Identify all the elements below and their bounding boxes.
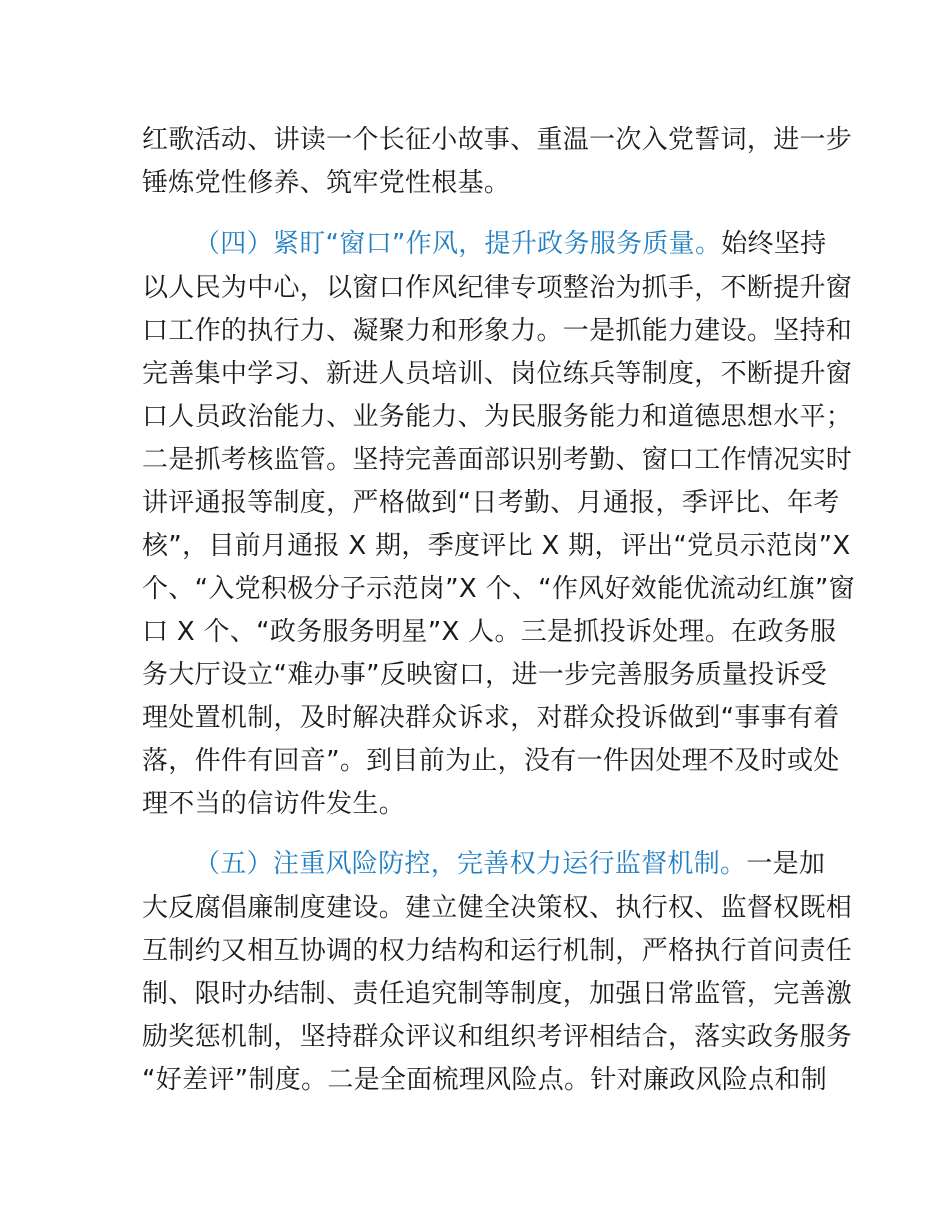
section-heading-line [194,226,874,262]
body-text-line: 口 X 个、“政务服务明星”X 人。三是抓投诉处理。在政务服 [142,617,837,647]
body-text-line: “好差评”制度。二是全面梳理风险点。针对廉政风险点和制 [142,1065,828,1095]
body-text-line: 二是抓考核监管。坚持完善面部识别考勤、窗口工作情况实时 [142,445,853,475]
body-text-line: 以人民为中心，以窗口作风纪律专项整治为抓手，不断提升窗 [142,273,853,303]
section-heading-line [194,846,874,882]
body-text-line: 口人员政治能力、业务能力、为民服务能力和道德思想水平； [142,402,853,432]
body-text-line: 互制约又相互协调的权力结构和运行机制，严格执行首问责任 [142,936,853,966]
body-text-line: 制、限时办结制、责任追究制等制度，加强日常监管，完善激 [142,979,853,1009]
body-text-line: 锤炼党性修养、筑牢党性根基。 [142,168,511,198]
body-text-line: 个、“入党积极分子示范岗”X 个、“作风好效能优流动红旗”窗 [142,574,855,604]
body-text-line: 励奖惩机制，坚持群众评议和组织考评相结合，落实政务服务 [142,1022,853,1052]
body-text-line: 大反腐倡廉制度建设。建立健全决策权、执行权、监督权既相 [142,893,853,923]
body-text-line: 理不当的信访件发生。 [142,789,406,819]
body-text-line: 落，件件有回音”。到目前为止，没有一件因处理不及时或处 [142,746,840,776]
body-text-line: 讲评通报等制度，严格做到“日考勤、月通报，季评比、年考 [142,488,840,518]
body-text-line: 务大厅设立“难办事”反映窗口，进一步完善服务质量投诉受 [142,660,828,690]
body-text-line: 完善集中学习、新进人员培训、岗位练兵等制度，不断提升窗 [142,359,853,389]
body-text-span: 始终坚持 [721,229,827,259]
body-text-line: 核”，目前月通报 X 期，季度评比 X 期，评出“党员示范岗”X [142,531,851,561]
body-text-line: 红歌活动、讲读一个长征小故事、重温一次入党誓词，进一步 [142,125,853,155]
body-text-line: 口工作的执行力、凝聚力和形象力。一是抓能力建设。坚持和 [142,316,853,346]
section-heading: （四）紧盯“窗口”作风，提升政务服务质量。 [194,229,722,259]
body-text-line: 理处置机制，及时解决群众诉求，对群众投诉做到“事事有着 [142,703,840,733]
body-text-span: 一是加 [746,849,826,879]
section-heading: （五）注重风险防控，完善权力运行监督机制。 [194,849,747,879]
